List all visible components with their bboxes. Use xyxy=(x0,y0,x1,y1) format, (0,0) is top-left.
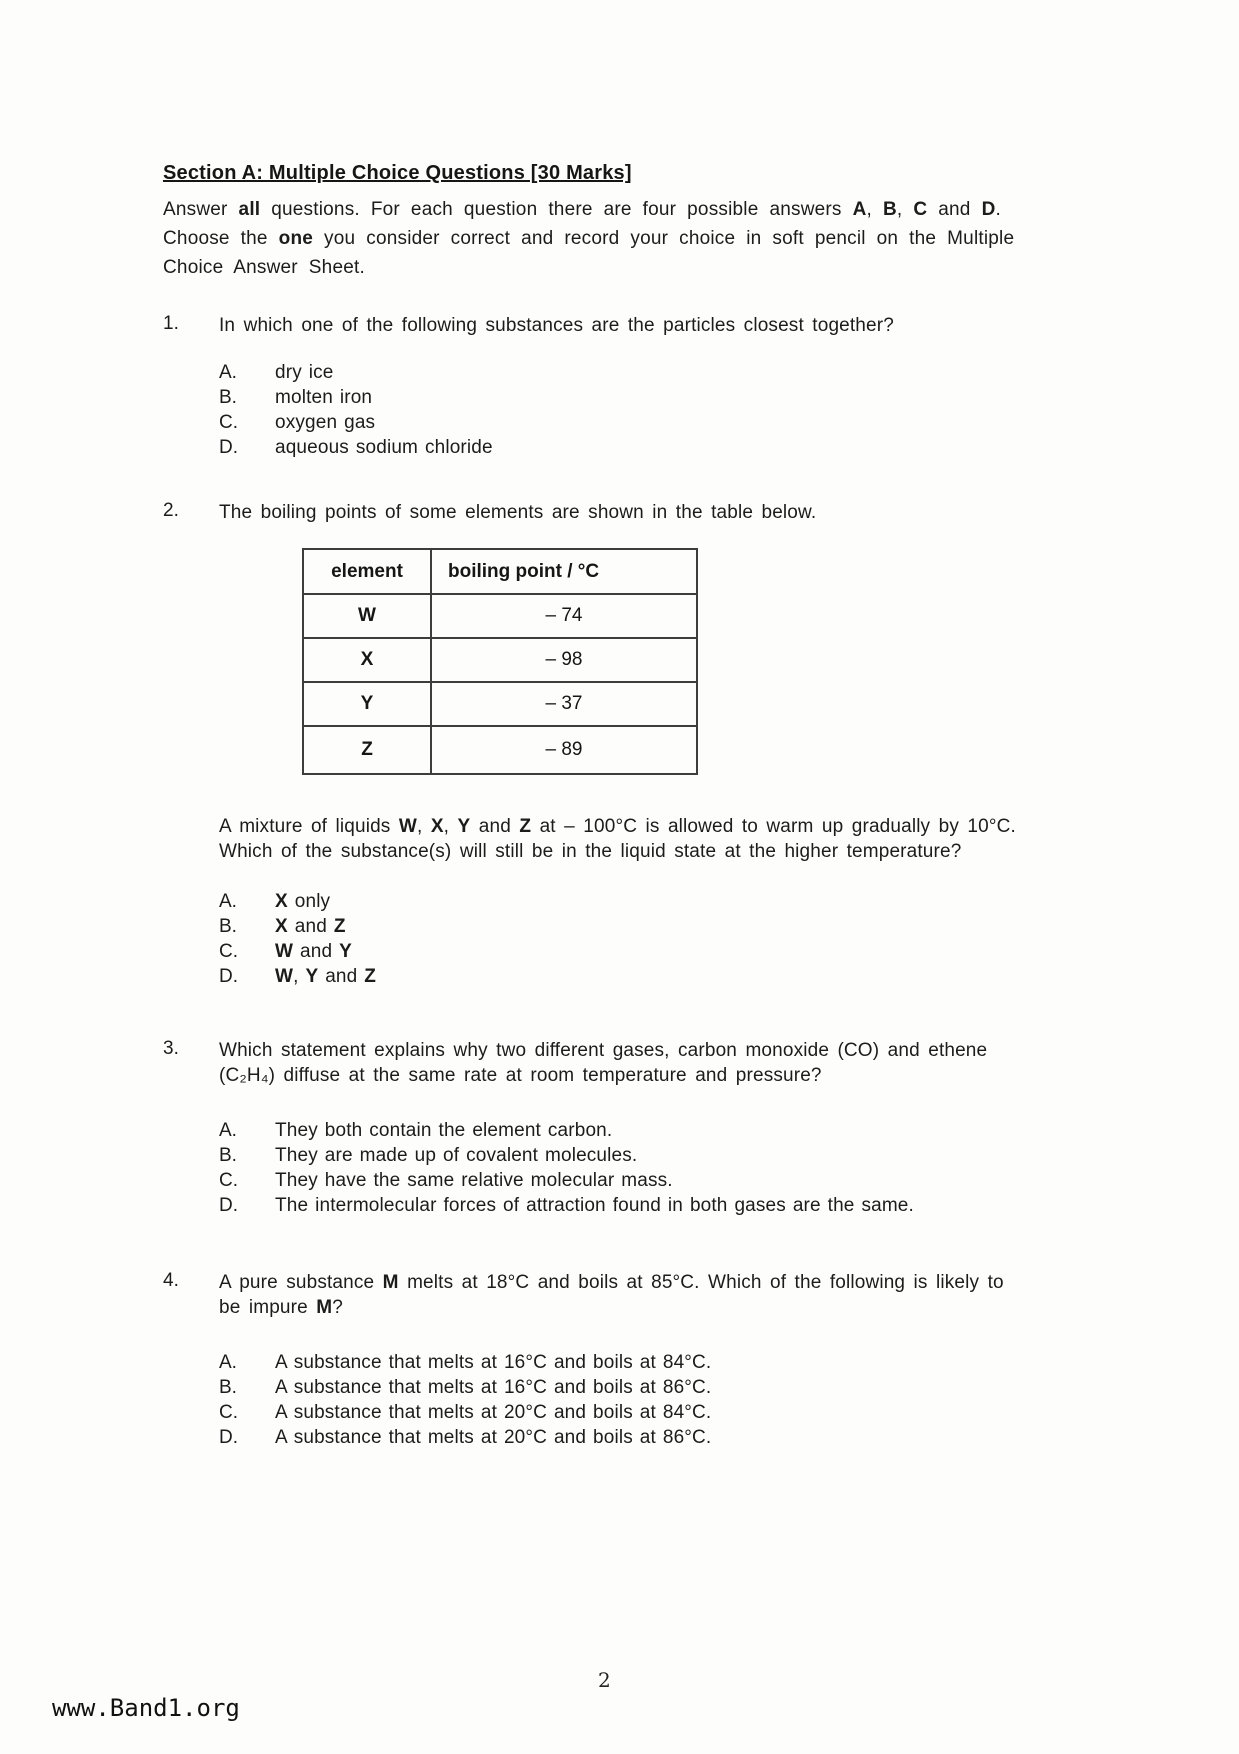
question-1-options xyxy=(219,360,493,460)
question-text: (C₂H₄) diffuse at the same rate at room temperature and pressure? xyxy=(219,1065,822,1086)
option-letter: A. xyxy=(219,362,237,383)
option-text: They have the same relative molecular mass. xyxy=(275,1170,673,1191)
option-letter: C. xyxy=(219,1170,238,1191)
table-cell-element: Y xyxy=(303,682,431,726)
question-2-paragraph xyxy=(219,814,1016,864)
option-text: A substance that melts at 20°C and boils at 86°C. xyxy=(275,1427,712,1448)
option-letter: B. xyxy=(219,1145,237,1166)
option-letter: D. xyxy=(219,966,238,987)
intro-paragraph xyxy=(163,195,1014,282)
paragraph-line: A mixture of liquids W, X, Y and Z at – 100°C is allowed to warm up gradually by 10°C. xyxy=(219,816,1016,837)
question-text: A pure substance M melts at 18°C and boils at 85°C. Which of the following is likely to xyxy=(219,1272,1004,1293)
option-letter: C. xyxy=(219,412,238,433)
option-d xyxy=(219,1425,711,1450)
option-text: A substance that melts at 16°C and boils at 84°C. xyxy=(275,1352,712,1373)
option-b xyxy=(219,1143,914,1168)
option-letter: D. xyxy=(219,1195,238,1216)
section-heading: Section A: Multiple Choice Questions [30 Marks] xyxy=(163,162,632,184)
option-a xyxy=(219,889,376,914)
boiling-point-table xyxy=(302,548,698,775)
option-d xyxy=(219,1193,914,1218)
paragraph-line: Which of the substance(s) will still be in the liquid state at the higher temperature? xyxy=(219,841,962,862)
option-a xyxy=(219,360,493,385)
table-cell-element: X xyxy=(303,638,431,682)
option-text: X only xyxy=(275,891,331,912)
option-c xyxy=(219,1400,711,1425)
table-row xyxy=(303,594,697,638)
question-text: Which statement explains why two different gases, carbon monoxide (CO) and ethene xyxy=(219,1040,988,1061)
question-number: 3. xyxy=(163,1038,179,1059)
option-text: X and Z xyxy=(275,916,346,937)
question-text: The boiling points of some elements are shown in the table below. xyxy=(219,502,817,523)
option-text: molten iron xyxy=(275,387,373,408)
option-letter: D. xyxy=(219,437,238,458)
table-cell-value: – 98 xyxy=(431,638,697,682)
question-number: 4. xyxy=(163,1270,179,1291)
question-1 xyxy=(163,313,894,338)
watermark-url: www.Band1.org xyxy=(52,1694,240,1722)
option-c xyxy=(219,1168,914,1193)
option-text: A substance that melts at 16°C and boils at 86°C. xyxy=(275,1377,712,1398)
option-letter: B. xyxy=(219,916,237,937)
question-4 xyxy=(163,1270,1004,1320)
intro-line: Choose the one you consider correct and record your choice in soft pencil on the Multiple xyxy=(163,228,1015,249)
table-row xyxy=(303,726,697,774)
question-text: be impure M? xyxy=(219,1297,343,1318)
option-b xyxy=(219,914,376,939)
option-b xyxy=(219,385,493,410)
option-letter: C. xyxy=(219,1402,238,1423)
option-text: oxygen gas xyxy=(275,412,376,433)
question-4-options xyxy=(219,1350,711,1450)
option-letter: D. xyxy=(219,1427,238,1448)
option-a xyxy=(219,1350,711,1375)
option-letter: A. xyxy=(219,1352,237,1373)
option-d xyxy=(219,435,493,460)
question-3 xyxy=(163,1038,987,1088)
intro-line: Answer all questions. For each question there are four possible answers A, B, C and D. xyxy=(163,199,1001,220)
option-c xyxy=(219,939,376,964)
option-a xyxy=(219,1118,914,1143)
table-cell-value: – 89 xyxy=(431,726,697,774)
table-cell-value: – 74 xyxy=(431,594,697,638)
question-2 xyxy=(163,500,816,525)
option-b xyxy=(219,1375,711,1400)
option-text: They are made up of covalent molecules. xyxy=(275,1145,638,1166)
table-row xyxy=(303,682,697,726)
option-letter: B. xyxy=(219,1377,237,1398)
option-d xyxy=(219,964,376,989)
option-letter: A. xyxy=(219,1120,237,1141)
option-text: The intermolecular forces of attraction found in both gases are the same. xyxy=(275,1195,914,1216)
option-text: They both contain the element carbon. xyxy=(275,1120,613,1141)
option-text: aqueous sodium chloride xyxy=(275,437,493,458)
option-c xyxy=(219,410,493,435)
option-text: W and Y xyxy=(275,941,352,962)
option-letter: C. xyxy=(219,941,238,962)
question-3-options xyxy=(219,1118,914,1218)
page-number: 2 xyxy=(598,1668,611,1692)
question-number: 2. xyxy=(163,500,179,521)
question-2-options xyxy=(219,889,376,989)
table-header-boiling-point: boiling point / °C xyxy=(431,549,697,594)
option-letter: B. xyxy=(219,387,237,408)
table-cell-value: – 37 xyxy=(431,682,697,726)
question-number: 1. xyxy=(163,313,179,334)
question-text: In which one of the following substances are the particles closest together? xyxy=(219,315,894,336)
option-text: W, Y and Z xyxy=(275,966,377,987)
table-cell-element: Z xyxy=(303,726,431,774)
table-row xyxy=(303,638,697,682)
option-text: A substance that melts at 20°C and boils at 84°C. xyxy=(275,1402,712,1423)
option-letter: A. xyxy=(219,891,237,912)
table-header-element: element xyxy=(303,549,431,594)
table-cell-element: W xyxy=(303,594,431,638)
option-text: dry ice xyxy=(275,362,334,383)
intro-line: Choice Answer Sheet. xyxy=(163,257,365,278)
